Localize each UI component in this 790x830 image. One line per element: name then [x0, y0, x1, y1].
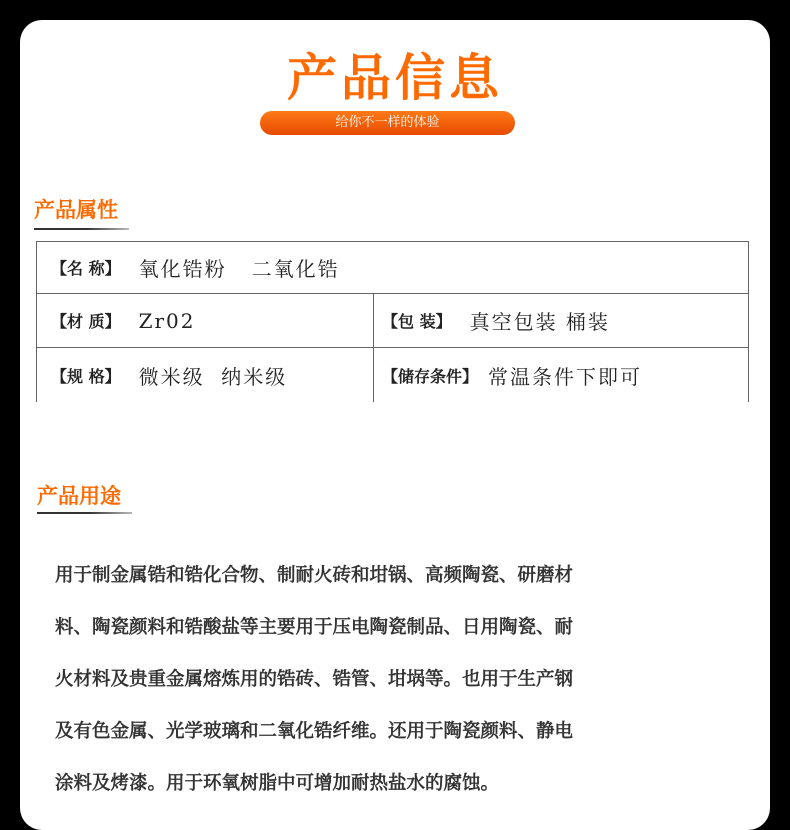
usage-line: 及有色金属、光学玻璃和二氧化锆纤维。还用于陶瓷颜料、静电 — [55, 721, 574, 742]
storage-cell — [382, 348, 642, 402]
usage-line: 火材料及贵重金属熔炼用的锆砖、锆管、坩埚等。也用于生产钢 — [55, 669, 574, 690]
material-cell — [51, 294, 195, 347]
packaging-value: 真空包装 桶装 — [469, 310, 610, 334]
usage-section-title: 产品用途 — [37, 484, 121, 508]
name-value: 氧化锆粉 二氧化锆 — [138, 257, 340, 281]
usage-line: 料、陶瓷颜料和锆酸盐等主要用于压电陶瓷制品、日用陶瓷、耐 — [55, 617, 574, 638]
table-row-spec — [37, 348, 748, 402]
page-title: 产品信息 — [287, 49, 503, 107]
table-row-material — [37, 294, 748, 348]
usage-description — [55, 550, 735, 810]
usage-title-underline — [37, 512, 132, 514]
usage-line: 涂料及烤漆。用于环氧树脂中可增加耐热盐水的腐蚀。 — [55, 773, 500, 794]
material-value: Zr02 — [138, 308, 196, 333]
packaging-label: 【包 装】 — [382, 312, 452, 331]
material-label: 【材 质】 — [51, 312, 121, 331]
column-divider — [373, 294, 374, 347]
storage-value: 常温条件下即可 — [488, 364, 643, 389]
table-row-name — [37, 242, 748, 294]
spec-table — [36, 241, 749, 402]
storage-label: 【储存条件】 — [382, 366, 479, 386]
name-label: 【名 称】 — [51, 259, 121, 278]
packaging-cell — [382, 294, 610, 347]
spec-cell — [51, 348, 287, 402]
spec-label: 【规 格】 — [51, 366, 121, 386]
name-cell — [51, 242, 340, 293]
spec-value: 微米级 纳米级 — [138, 364, 288, 389]
attributes-section-title: 产品属性 — [34, 198, 118, 222]
usage-line: 用于制金属锆和锆化合物、制耐火砖和坩锅、高频陶瓷、研磨材 — [55, 565, 574, 586]
tagline-badge: 给你不一样的体验 — [260, 111, 515, 135]
attributes-title-underline — [34, 228, 129, 230]
column-divider — [373, 348, 374, 402]
